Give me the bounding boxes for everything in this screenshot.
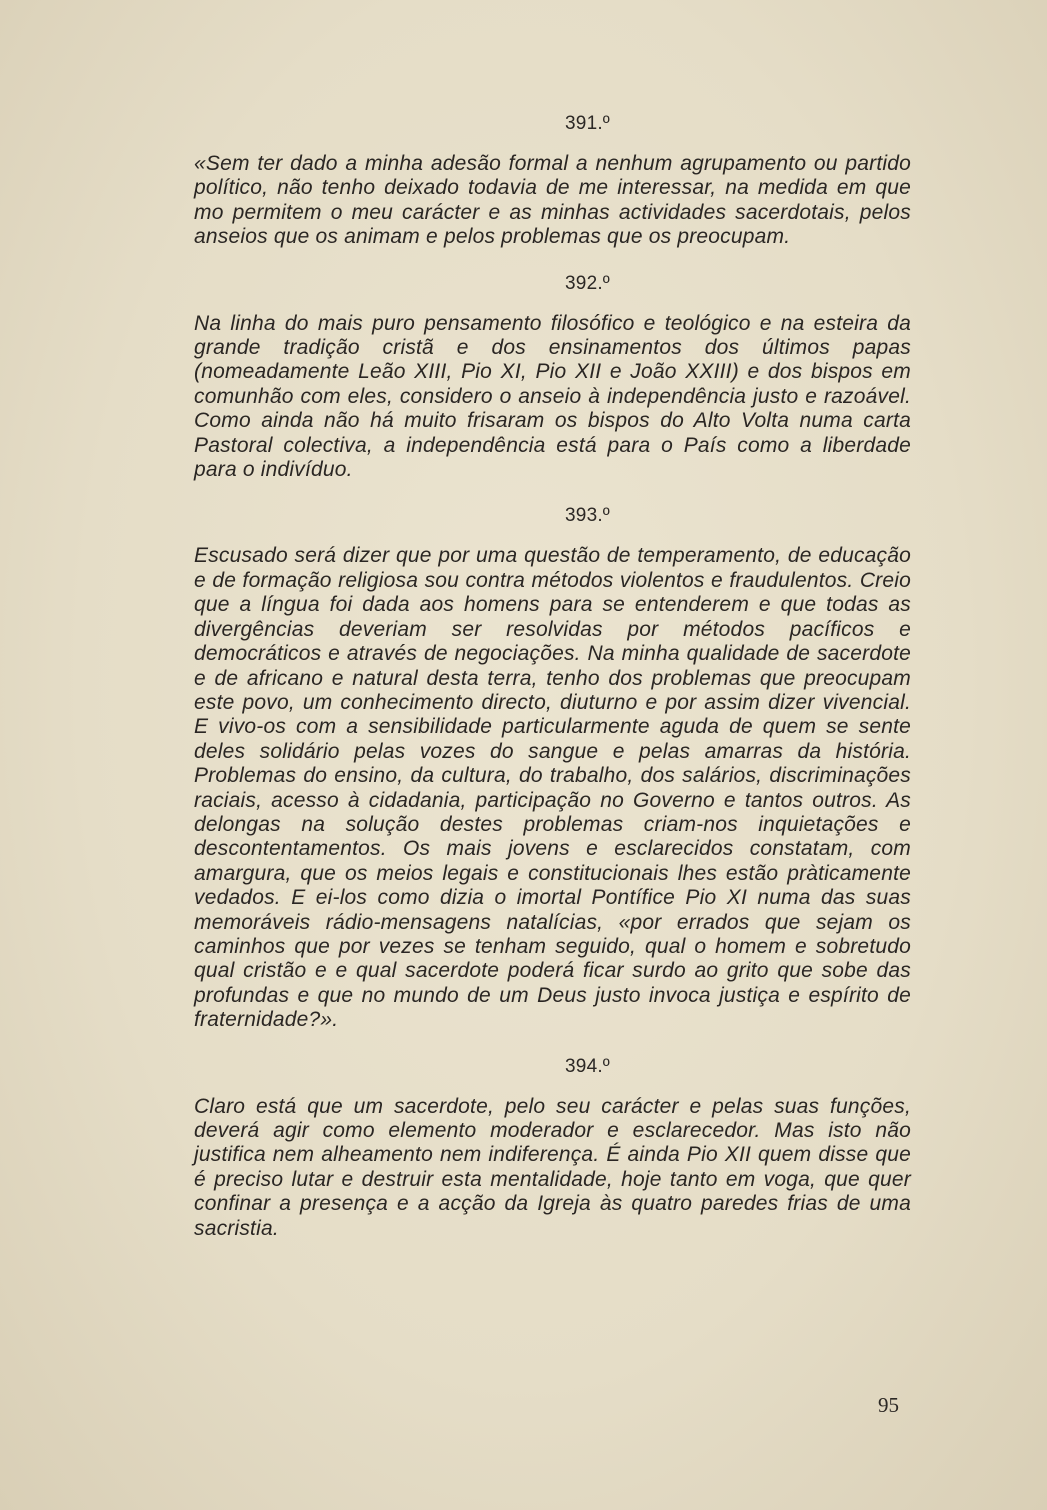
section-paragraph: Escusado será dizer que por uma questão de temperamento, de educação e de formação religiosa sou contra métodos violentos e fraudulentos. Creio que a língua foi dada aos homens para se entenderem e que todas as divergências deveriam ser resolvidas por métodos pacíficos e democráticos e através de negociações. Na minha qualidade de sacerdote e de africano e natural desta terra, tenho dos problemas que preocupam este povo, um conhecimento directo, diuturno e por assim dizer vivencial. E vivo-os com a sensibilidade particularmente aguda de quem se sente deles solidário pelas vozes do sangue e pelas amarras da história. Problemas do ensino, da cultura, do trabalho, dos salários, discriminações raciais, acesso à cidadania, participação no Governo e tantos outros. As delongas na solução destes problemas criam-nos inquietações e descontentamentos. Os mais jovens e esclarecidos constatam, com amargura, que os meios legais e constitucionais lhes estão pràticamente vedados. E ei-los como dizia o imortal Pontífice Pio XI numa das suas memoráveis rádio-mensagens natalícias, «por errados que sejam os caminhos que por vezes se tenham seguido, qual o homem e sobretudo qual cristão e e qual sacerdote poderá ficar surdo ao grito que sobe das profundas e que no mundo de um Deus justo invoca justiça e espírito de fraternidade?». [194, 544, 911, 1032]
section-391 [194, 112, 911, 250]
section-paragraph: «Sem ter dado a minha adesão formal a nenhum agrupamento ou partido político, não tenho deixado todavia de me interessar, na medida em que mo permitem o meu carácter e as minhas actividades sacerdotais, pelos anseios que os animam e pelos problemas que os preocupam. [194, 152, 911, 249]
section-393 [194, 504, 911, 1032]
text-column [194, 112, 911, 1241]
section-392 [194, 272, 911, 483]
section-number: 391.º [565, 113, 610, 134]
section-394 [194, 1055, 911, 1241]
section-number: 394.º [565, 1055, 610, 1077]
section-number: 392.º [565, 272, 610, 294]
section-paragraph: Claro está que um sacerdote, pelo seu carácter e pelas suas funções, deverá agir como elemento moderador e esclarecedor. Mas isto não justifica nem alheamento nem indiferença. É ainda Pio XII quem disse que é preciso lutar e destruir esta mentalidade, hoje tanto em voga, que quer confinar a presença e a acção da Igreja às quatro paredes frias de uma sacristia. [194, 1094, 911, 1240]
section-paragraph: Na linha do mais puro pensamento filosófico e teológico e na esteira da grande tradição cristã e dos ensinamentos dos últimos papas (nomeadamente Leão XIII, Pio XI, Pio XII e João XXIII) e dos bispos em comunhão com eles, considero o anseio à independência justo e razoável. Como ainda não há muito frisaram os bispos do Alto Volta numa carta Pastoral colectiva, a independência está para o País como a liberdade para o indivíduo. [194, 311, 911, 482]
section-number: 393.º [565, 505, 610, 527]
page-number: 95 [878, 1393, 899, 1417]
